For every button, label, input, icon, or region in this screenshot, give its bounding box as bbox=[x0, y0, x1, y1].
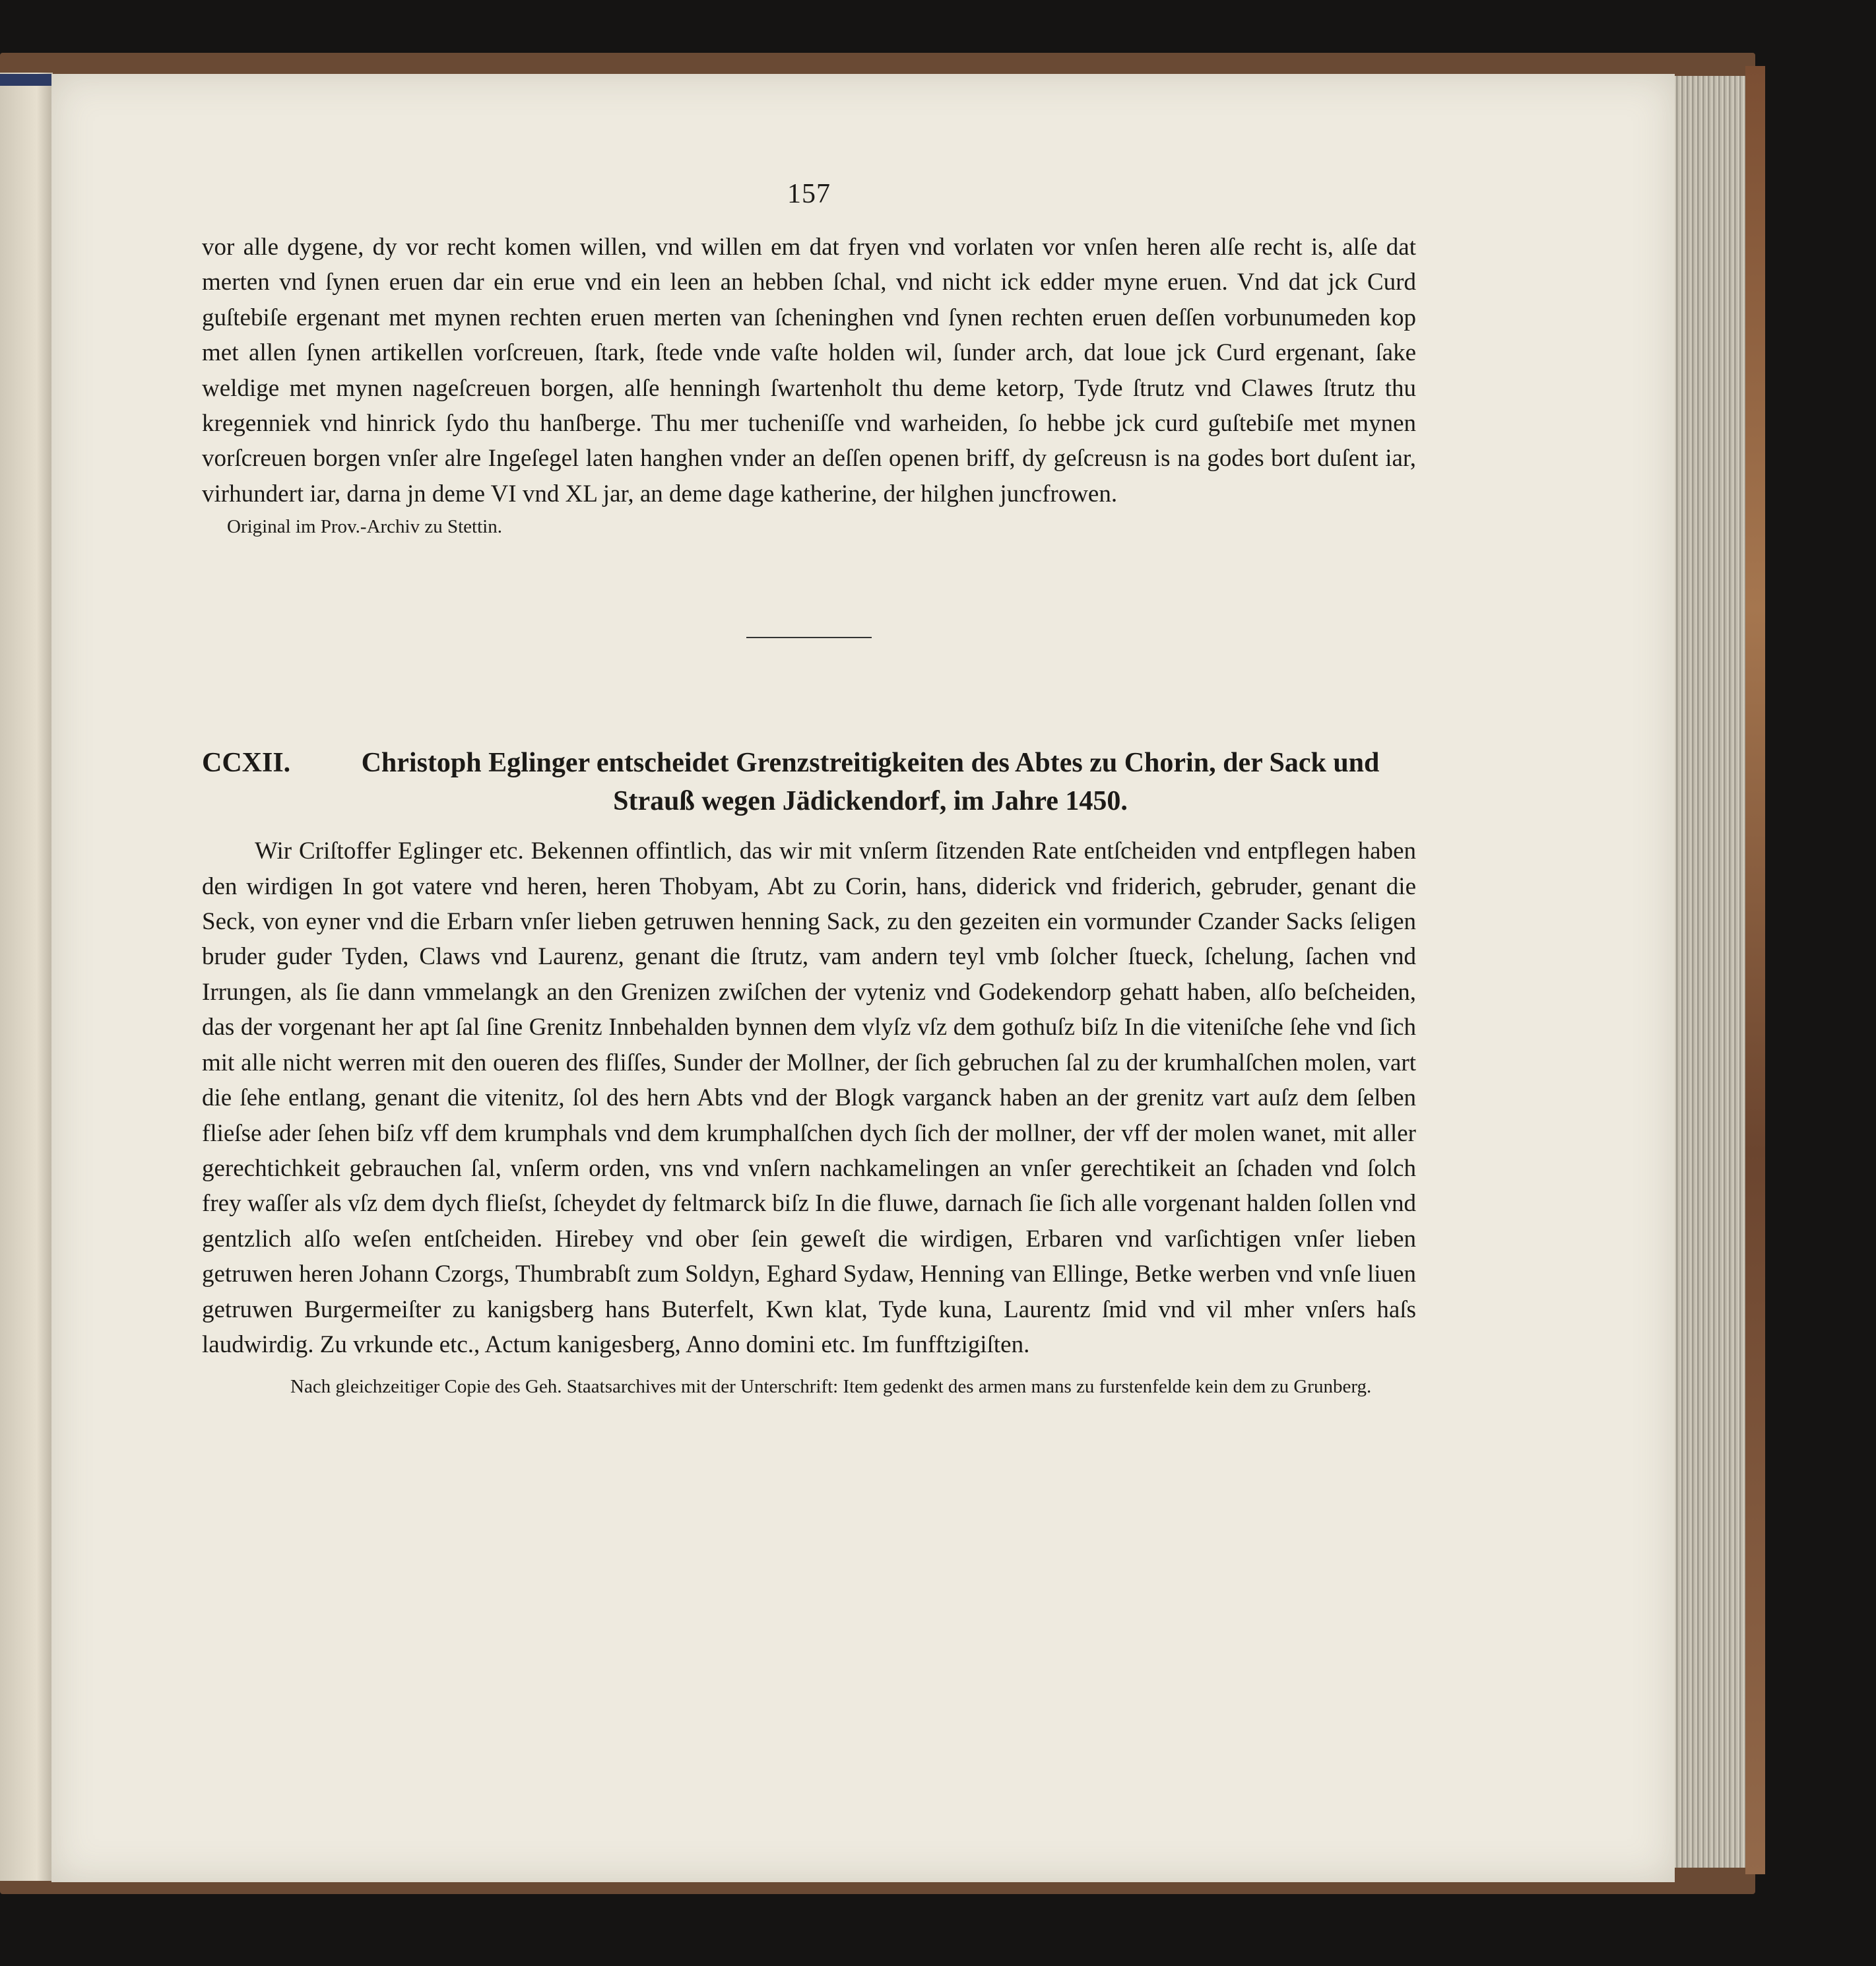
section-divider bbox=[746, 637, 872, 638]
page-content bbox=[202, 165, 1416, 1402]
document-footnote: Nach gleichzeitiger Copie des Geh. Staatsarchives mit der Unterschrift: Item gedenkt des armen mans zu furstenfelde kein dem zu Grunberg. bbox=[290, 1376, 1372, 1398]
marbled-edge bbox=[1745, 66, 1765, 1874]
page-edges bbox=[1663, 76, 1745, 1868]
left-page-edge bbox=[0, 73, 53, 1881]
bookmark-ribbon bbox=[0, 74, 53, 86]
document-heading bbox=[202, 744, 1416, 820]
prior-document-text: vor alle dygene, dy vor recht komen willen, vnd willen em dat fryen vnd vorlaten vor vnſen heren alſe recht is, alſe dat merten vnd ſynen eruen dar ein erue vnd ein leen an hebben ſchal, vnd nicht ick edder myne eruen. Vnd dat jck Curd guſtebiſe ergenant met mynen rechten eruen merten van ſcheninghen vnd ſynen rechten eruen deſſen vorbunumeden kop met allen ſynen artikellen vorſcreuen, ſtark, ſtede vnde vaſte holden wil, ſunder arch, dat loue jck Curd ergenant, ſake weldige met mynen nageſcreuen borgen, alſe henningh ſwartenholt thu deme ketorp, Tyde ſtrutz vnd Clawes ſtrutz thu kregenniek vnd hinrick ſydo thu hanſberge. Thu mer tucheniſſe vnd warheiden, ſo hebbe jck curd guſtebiſe met mynen vorſcreuen borgen vnſer alre Ingeſegel laten hanghen vnder an deſſen openen briff, dy geſcreusn is na godes bort duſent iar, virhundert iar, darna jn deme VI vnd XL jar, an deme dage katherine, der hilghen juncfrowen. bbox=[202, 234, 1416, 508]
document-title-line-1: Christoph Eglinger entscheidet Grenzstreitigkeiten des Abtes zu Chorin, der Sack und bbox=[361, 748, 1380, 779]
document-numeral: CCXII. bbox=[202, 748, 291, 779]
document-title bbox=[325, 744, 1416, 820]
document-title-line-2: Strauß wegen Jädickendorf, im Jahre 1450. bbox=[613, 786, 1128, 817]
document-text: Wir Criſtoffer Eglinger etc. Bekennen offintlich, das wir mit vnſerm ſitzenden Rate entſcheiden vnd entpflegen haben den wirdigen In got vatere vnd heren, heren Thobyam, Abt zu Corin, hans, diderick vnd friderich, gebruder, genant die Seck, von eyner vnd die Erbarn vnſer lieben getruwen henning Sack, zu den gezeiten ein vormunder Czander Sacks ſeligen bruder guder Tyden, Claws vnd Laurenz, genant die ſtrutz, vam andern teyl vmb ſolcher ſtueck, ſchelung, ſachen vnd Irrungen, als ſie dann vmmelangk an den Grenizen zwiſchen der vyteniz vnd Godekendorp gehatt haben, alſo beſcheiden, das der vorgenant her apt ſal ſine Grenitz Innbehalden bynnen dem vlyſz vſz dem gothuſz biſz In die viteniſche ſehe vnd ſich mit alle nicht werren mit den oueren des fliſſes, Sunder der Mollner, der ſich gebruchen ſal zu der krumhalſchen molen, vart die ſehe entlang, genant die vitenitz, ſol des hern Abts vnd der Blogk varganck haben an der grenitz vart auſz dem ſelben flieſse ader ſehen biſz vff dem krumphals vnd dem krumphalſchen dych ſich der mollner, der vff der molen wanet, mit aller gerechtichkeit gebrauchen ſal, vnſerm orden, vns vnd vnſern nachkamelingen an vnſer gerechtikeit an ſchaden vnd ſolch frey waſſer als vſz dem dych flieſst, ſcheydet dy feltmarck biſz In die fluwe, darnach ſie ſich alle vorgenant halden ſollen vnd gentzlich alſo weſen entſcheiden. Hirebey vnd ober ſein geweſt die wirdigen, Erbaren vnd varſichtigen vnſer lieben getruwen heren Johann Czorgs, Thumbrabſt zum Soldyn, Eghard Sydaw, Henning van Ellinge, Betke werben vnd vnſe liuen getruwen Burgermeiſter zu kanigsberg hans Buterfelt, Kwn klat, Tyde kuna, Laurentz ſmid vnd vil mher vnſers haſs laudwirdig. Zu vrkunde etc., Actum kanigesberg, Anno domini etc. Im funfftzigiſten. bbox=[202, 837, 1416, 1358]
prior-document-source: Original im Prov.-Archiv zu Stettin. bbox=[227, 516, 502, 538]
page-number: 157 bbox=[787, 179, 831, 209]
